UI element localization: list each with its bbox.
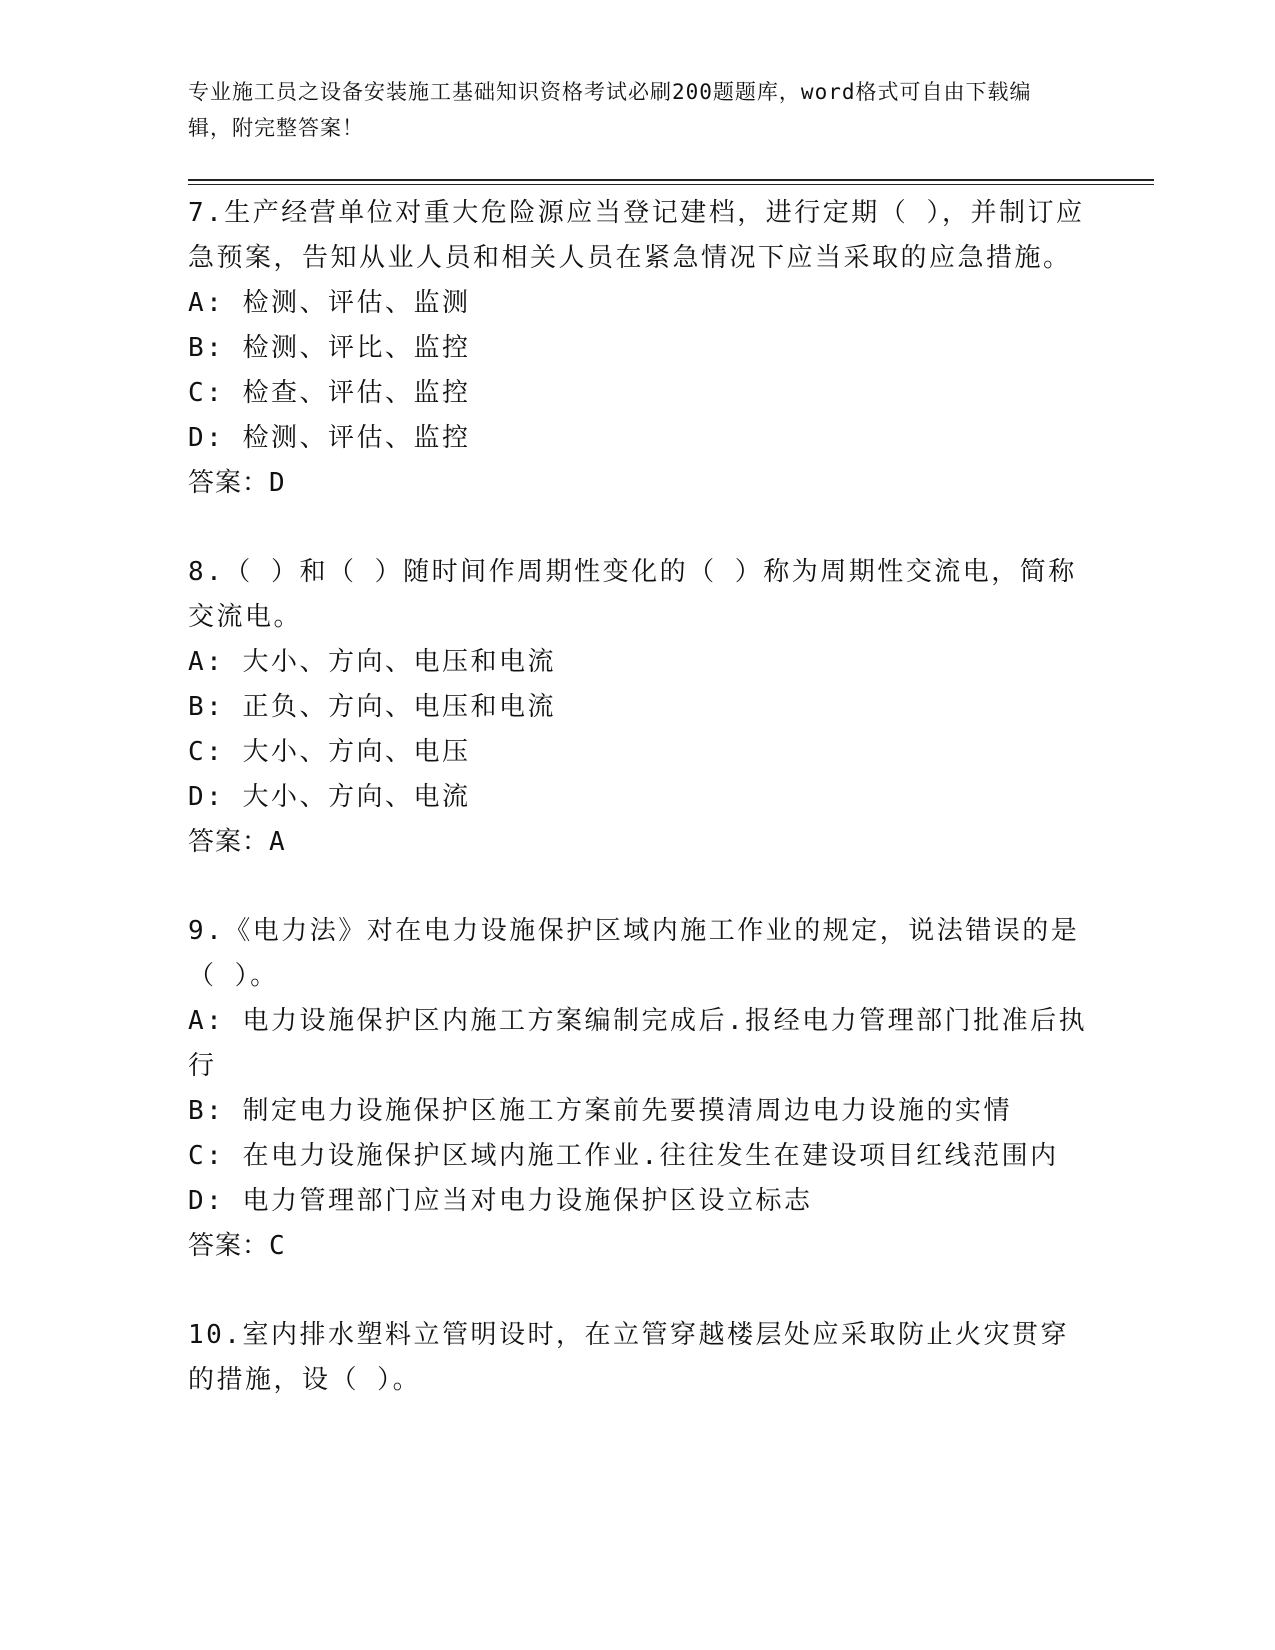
option-d: D: 电力管理部门应当对电力设施保护区设立标志 [188,1186,813,1216]
answer-value: D [269,468,286,498]
question-text: 7.生产经营单位对重大危险源应当登记建档，进行定期（ ），并制订应急预案，告知从业人员和相关人员在紧急情况下应当采取的应急措施。 [188,198,1085,273]
page-header: 专业施工员之设备安装施工基础知识资格考试必刷200题题库，word格式可自由下载编辑，附完整答案！ [188,80,1032,140]
option-b: B: 检测、评比、监控 [188,333,471,363]
question-text: 9.《电力法》对在电力设施保护区域内施工作业的规定，说法错误的是（ ）。 [188,916,1080,991]
answer-label: 答案： [188,468,270,498]
question-list [188,191,1088,1447]
answer-label: 答案： [188,1231,270,1261]
question-text: 8.（ ）和（ ）随时间作周期性变化的（ ）称为周期性交流电，简称交流电。 [188,557,1077,632]
option-c: C: 大小、方向、电压 [188,737,471,767]
question-9 [188,909,1088,1269]
header-divider-thin [188,184,1154,185]
option-d: D: 大小、方向、电流 [188,782,471,812]
answer-line [188,461,1088,506]
option-a: A: 电力设施保护区内施工方案编制完成后.报经电力管理部门批准后执行 [188,1006,1088,1081]
answer-line [188,1224,1088,1269]
option-d: D: 检测、评估、监控 [188,423,471,453]
option-a: A: 检测、评估、监测 [188,288,471,318]
option-b: B: 制定电力设施保护区施工方案前先要摸清周边电力设施的实情 [188,1096,1012,1126]
answer-line [188,820,1088,865]
question-8 [188,550,1088,865]
answer-value: A [269,827,286,857]
answer-label: 答案： [188,827,270,857]
option-a: A: 大小、方向、电压和电流 [188,647,556,677]
question-text: 10.室内排水塑料立管明设时，在立管穿越楼层处应采取防止火灾贯穿的措施，设（ ）。 [188,1320,1069,1395]
option-c: C: 检查、评估、监控 [188,378,471,408]
question-10 [188,1313,1088,1403]
option-b: B: 正负、方向、电压和电流 [188,692,556,722]
option-c: C: 在电力设施保护区域内施工作业.往往发生在建设项目红线范围内 [188,1141,1059,1171]
header-divider [188,179,1154,181]
question-7 [188,191,1088,506]
answer-value: C [269,1231,286,1261]
